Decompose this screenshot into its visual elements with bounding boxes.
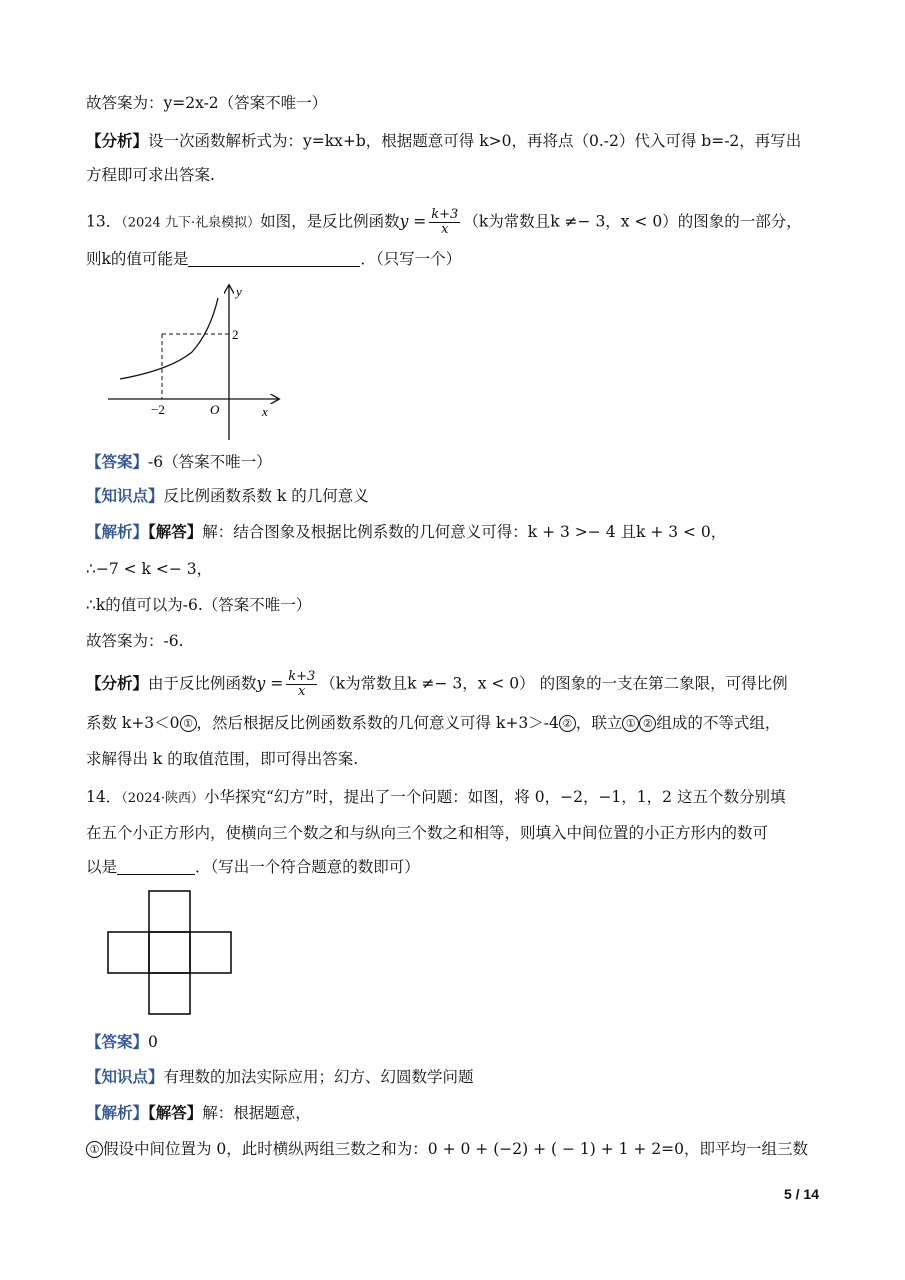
analysis-line-2: 方程即可求出答案. <box>86 166 215 184</box>
question-14-line-3: 以是 ．（写出一个符合题意的数即可） <box>86 858 420 876</box>
square-center <box>149 932 190 973</box>
fraction: $\frac{k+3}{x}$ <box>431 207 459 237</box>
cross-squares-figure <box>106 889 236 1017</box>
solution-14-line-2: ① 假设中间位置为 0，此时横纵两组三数之和为：0 + 0 + (−2) + ( − 1) + 1 + 2=0，即平均一组三数 <box>86 1138 808 1160</box>
x-label: x <box>262 404 268 419</box>
knowledge-13: 【知识点】反比例函数系数 k 的几何意义 <box>86 486 369 505</box>
answer-14: 【答案】0 <box>86 1032 158 1051</box>
answer-blank[interactable] <box>188 250 360 267</box>
analysis-line: 【分析】设一次函数解析式为：y=kx+b，根据题意可得 k>0，再将点（0.-2）代入可得 b=-2，再写出 <box>86 131 802 150</box>
inverse-function-graph <box>100 280 290 445</box>
y-label: y <box>236 284 242 299</box>
analysis-13: 【分析】由于反比例函数y = $\frac{k+3}{x}$ （k为常数且k ≠− 3，x < 0） 的图象的一支在第二象限，可得比例 <box>86 669 788 699</box>
neg2-label: −2 <box>151 402 165 417</box>
solution-14: 【解析】【解答】解：根据题意， <box>86 1103 311 1122</box>
answer-blank[interactable] <box>117 858 195 875</box>
two-label: 2 <box>232 327 239 342</box>
page-number: 5 / 14 <box>783 1186 819 1202</box>
solution-13-line-4: 故答案为：-6. <box>86 632 184 650</box>
solution-13-line-2: ∴−7 < k <− 3， <box>86 560 213 578</box>
question-13: 13．（2024 九下·礼泉模拟）如图，是反比例函数y = $\frac{k+3}{x}$ （k为常数且k ≠− 3，x < 0）的图象的一部分， <box>86 207 802 237</box>
answer-13: 【答案】-6（答案不唯一） <box>86 452 272 471</box>
fraction: $\frac{k+3}{x}$ <box>288 669 316 699</box>
question-13-line-2: 则k的值可能是 ．（只写一个） <box>86 250 462 268</box>
square-right <box>190 932 231 973</box>
solution-13-line-3: ∴k的值可以为-6.（答案不唯一） <box>86 596 312 614</box>
question-14-line-2: 在五个小正方形内，使横向三个数之和与纵向三个数之和相等，则填入中间位置的小正方形内的数可 <box>86 824 769 842</box>
answer-line: 故答案为：y=2x-2（答案不唯一） <box>86 94 328 112</box>
square-bottom <box>149 973 190 1014</box>
question-14: 14．（2024·陕西）小华探究“幻方”时，提出了一个问题：如图，将 0，−2，−1，1，2 这五个数分别填 <box>86 788 786 806</box>
origin-label: O <box>210 402 220 417</box>
square-top <box>149 891 190 932</box>
square-left <box>108 932 149 973</box>
solution-13: 【解析】【解答】解：结合图象及根据比例系数的几何意义可得：k + 3 >− 4 且k + 3 < 0， <box>86 522 727 541</box>
analysis-13-line-2: 系数 k+3＜0 ① ，然后根据反比例函数系数的几何意义可得 k+3＞-4 ② ，联立 ① ② 组成的不等式组， <box>86 714 781 732</box>
analysis-13-line-3: 求解得出 k 的取值范围，即可得出答案. <box>86 750 359 768</box>
knowledge-14: 【知识点】有理数的加法实际应用；幻方、幻圆数学问题 <box>86 1067 474 1086</box>
curve <box>120 298 218 379</box>
